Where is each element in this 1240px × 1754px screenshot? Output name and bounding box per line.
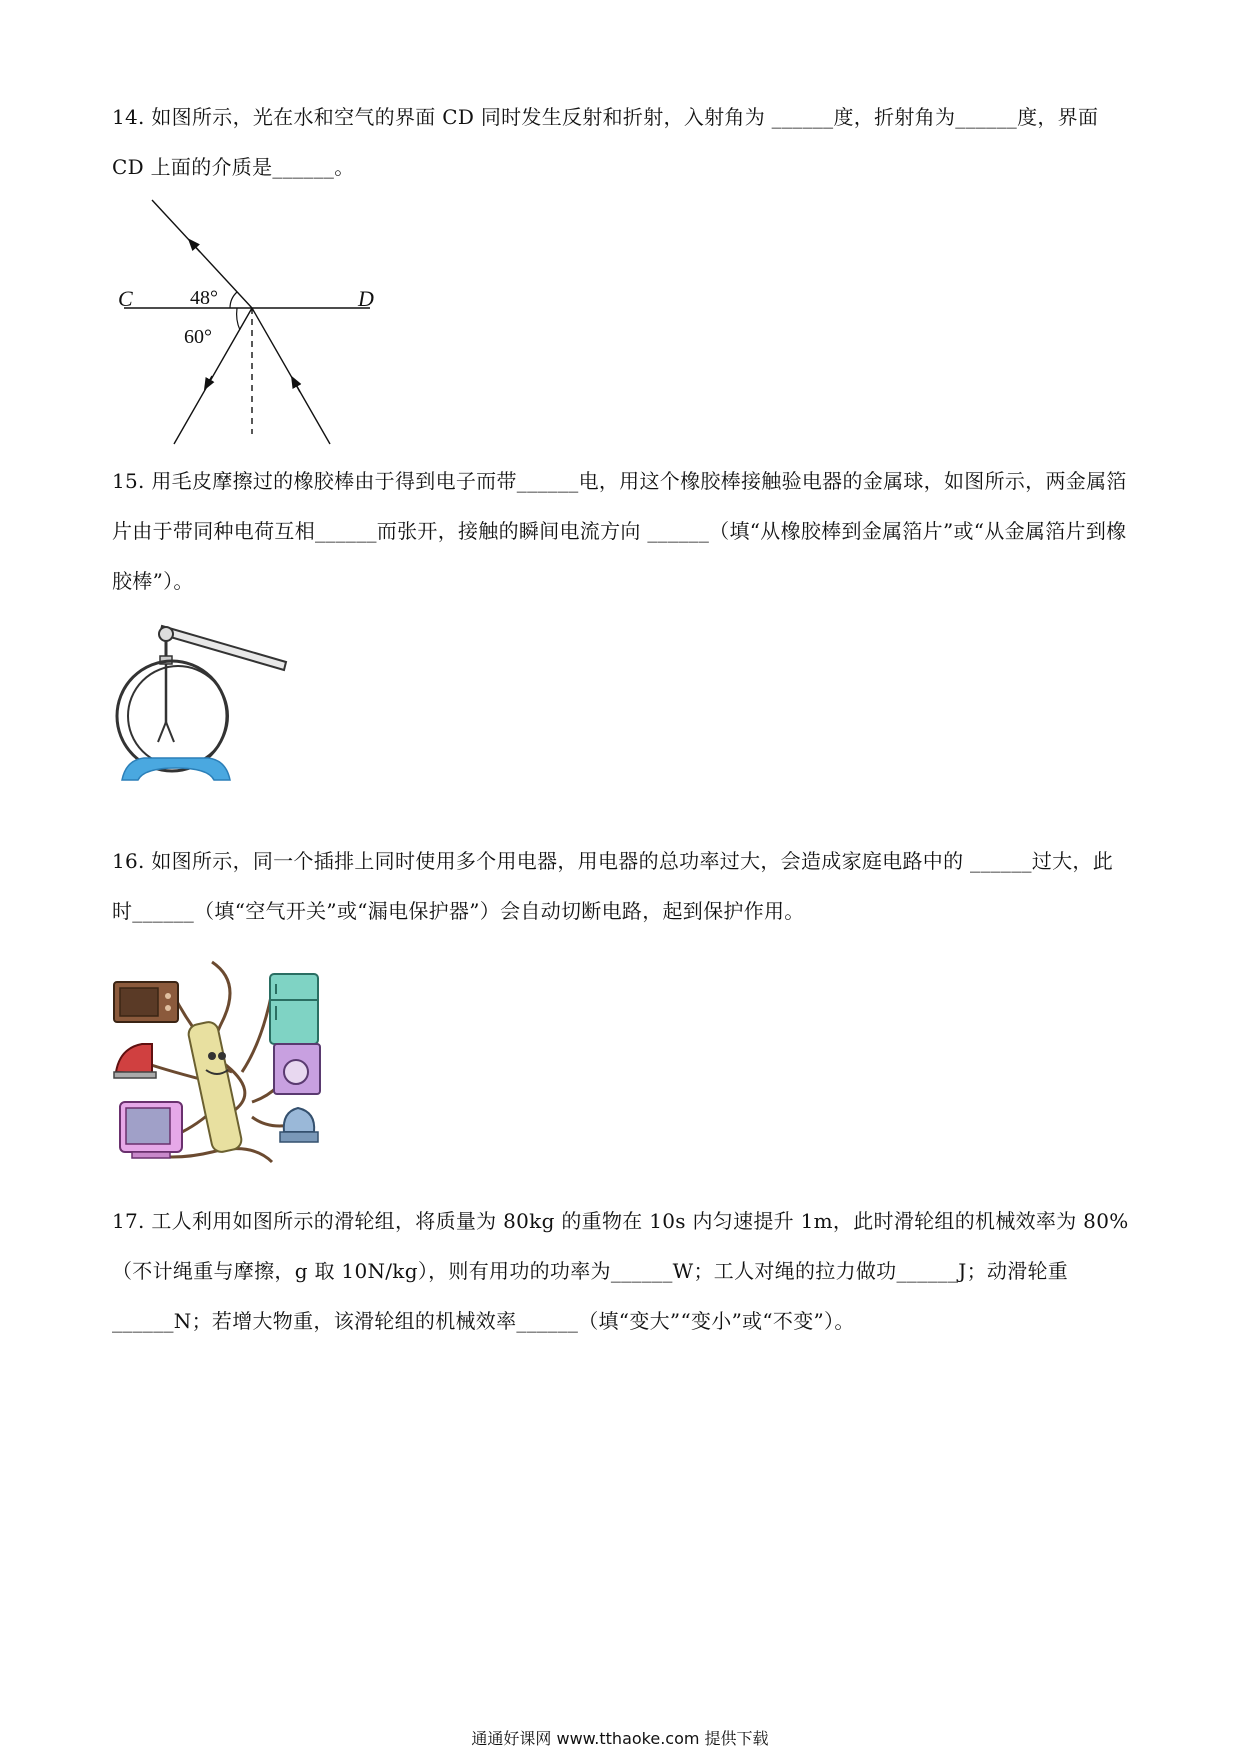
angle-48: 48° bbox=[190, 287, 218, 309]
question-15: 15. 用毛皮摩擦过的橡胶棒由于得到电子而带______电，用这个橡胶棒接触验电器的金属球，如图所示，两金属箔片由于带同种电荷互相______而张开，接触的瞬间电流方向 ______（填“从橡胶棒到金属箔片”或“从金属箔片到橡胶棒”）。 bbox=[112, 469, 1127, 593]
page-footer: 通通好课网 www.tthaoke.com 提供下载 bbox=[471, 1729, 769, 1748]
electroscope-diagram bbox=[112, 612, 302, 792]
microwave bbox=[114, 982, 178, 1022]
power-strip-cartoon bbox=[112, 952, 352, 1182]
power-strip bbox=[187, 1020, 243, 1153]
television bbox=[120, 1102, 182, 1158]
foil-leaf-right bbox=[166, 722, 174, 742]
rubber-rod bbox=[160, 626, 286, 670]
question-16: 16. 如图所示，同一个插排上同时使用多个用电器，用电器的总功率过大，会造成家庭电路中的 ______过大，此时______（填“空气开关”或“漏电保护器”）会自动切断电路，起到保护作用。 bbox=[112, 849, 1114, 923]
question-14: 14. 如图所示，光在水和空气的界面 CD 同时发生反射和折射，入射角为 ______度，折射角为______度，界面 CD 上面的介质是______。 bbox=[112, 105, 1099, 179]
foil-leaf-left bbox=[158, 722, 166, 742]
angle-60: 60° bbox=[184, 326, 212, 348]
electroscope-base bbox=[122, 758, 230, 780]
incident-ray bbox=[252, 308, 330, 444]
jar-inner bbox=[128, 666, 228, 766]
label-d: D bbox=[358, 286, 374, 311]
fridge bbox=[270, 974, 318, 1044]
refraction-diagram bbox=[112, 192, 392, 452]
washing-machine bbox=[274, 1044, 320, 1094]
iron bbox=[114, 1044, 156, 1078]
kettle bbox=[280, 1108, 318, 1142]
question-17: 17. 工人利用如图所示的滑轮组，将质量为 80kg 的重物在 10s 内匀速提升 1m，此时滑轮组的机械效率为 80%（不计绳重与摩擦，g 取 10N/kg），则有用功的功率为______W；工人对绳的拉力做功______J；动滑轮重______N；若增大物重，该滑轮组的机械效率______（填“变大”“变小”或“不变”）。 bbox=[112, 1209, 1129, 1333]
metal-ball bbox=[159, 627, 173, 641]
label-c: C bbox=[118, 286, 133, 311]
